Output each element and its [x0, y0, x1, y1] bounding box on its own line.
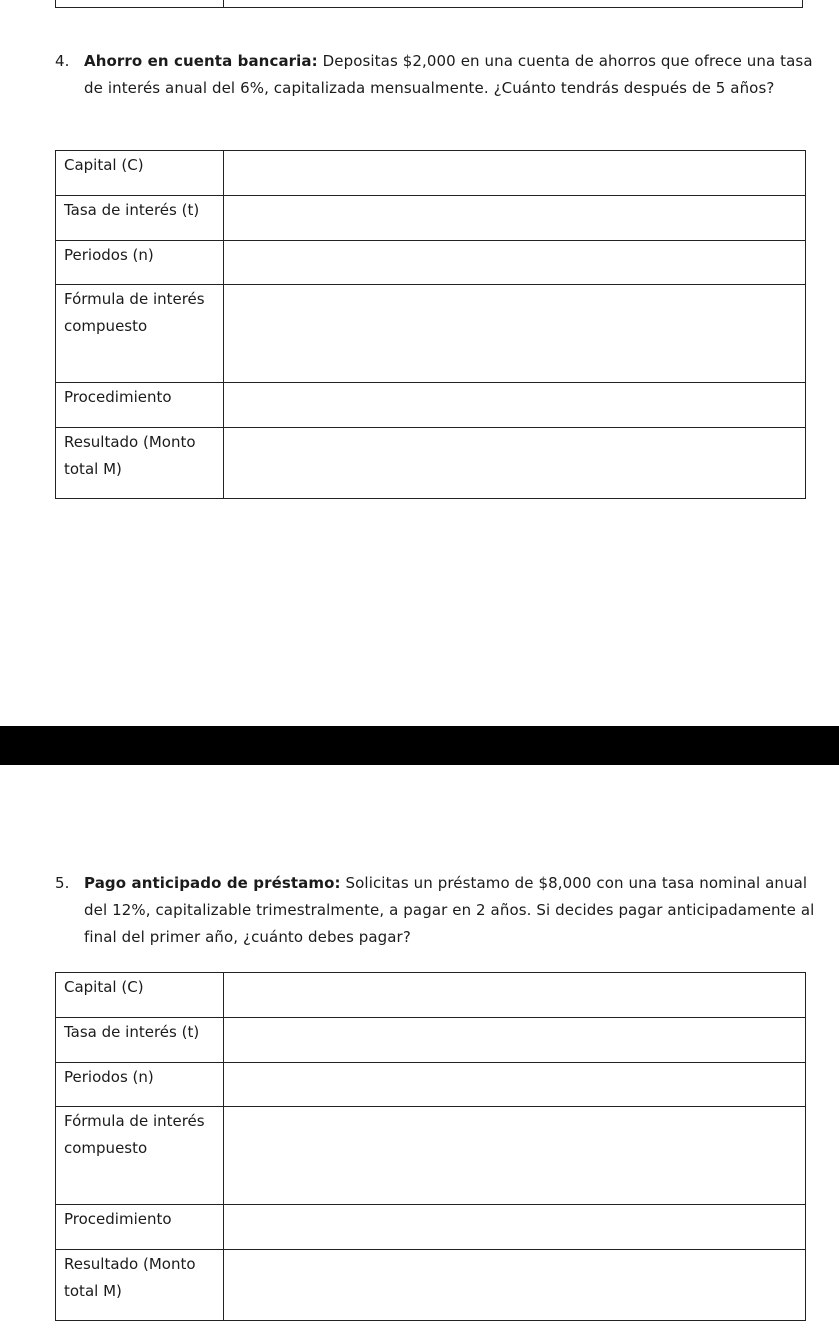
row-label-periodos: Periodos (n) — [56, 241, 224, 285]
answer-cell-capital[interactable] — [224, 151, 806, 196]
row-label-resultado: Resultado (Monto total M) — [56, 1250, 224, 1321]
problem-5-number: 5. — [55, 874, 70, 892]
answer-cell-formula[interactable] — [224, 285, 806, 383]
problem-4-text — [84, 48, 815, 102]
table-row — [56, 383, 806, 428]
table-row — [56, 1018, 806, 1063]
previous-table-edge — [55, 0, 803, 8]
row-label-procedimiento: Procedimiento — [56, 383, 224, 428]
row-label-tasa: Tasa de interés (t) — [56, 196, 224, 241]
table-row — [56, 973, 806, 1018]
problem-4-body: Depositas $2,000 en una cuenta de ahorros que ofrece una tasa de interés anual del 6%, capitalizada mensualmente. ¿Cuánto tendrás después de 5 años? — [84, 52, 813, 97]
problem-5-body: Solicitas un préstamo de $8,000 con una tasa nominal anual del 12%, capitalizable trimestralmente, a pagar en 2 años. Si decides pagar anticipadamente al final del primer año, ¿cuánto debes pagar? — [84, 874, 815, 946]
problem-5-text — [84, 870, 815, 951]
row-label-formula: Fórmula de interés compuesto — [56, 285, 224, 383]
table-row — [56, 196, 806, 241]
problem-5-table — [55, 972, 806, 1321]
table-row — [56, 285, 806, 383]
table-row — [56, 1063, 806, 1107]
table-row — [56, 1205, 806, 1250]
answer-cell-procedimiento[interactable] — [224, 383, 806, 428]
row-label-resultado: Resultado (Monto total M) — [56, 428, 224, 499]
answer-cell-resultado[interactable] — [224, 1250, 806, 1321]
table-row — [56, 151, 806, 196]
problem-4-statement — [55, 48, 815, 102]
table-row — [56, 241, 806, 285]
answer-cell-periodos[interactable] — [224, 241, 806, 285]
table-row — [56, 1107, 806, 1205]
row-label-capital: Capital (C) — [56, 151, 224, 196]
problem-4-title: Ahorro en cuenta bancaria: — [84, 52, 318, 70]
table-row — [56, 428, 806, 499]
row-label-capital: Capital (C) — [56, 973, 224, 1018]
problem-5-statement — [55, 870, 815, 951]
answer-cell-tasa[interactable] — [224, 196, 806, 241]
problem-4-number: 4. — [55, 52, 70, 70]
problem-4-table — [55, 150, 806, 499]
table-row — [56, 1250, 806, 1321]
row-label-procedimiento: Procedimiento — [56, 1205, 224, 1250]
problem-5-title: Pago anticipado de préstamo: — [84, 874, 341, 892]
answer-cell-periodos[interactable] — [224, 1063, 806, 1107]
row-label-tasa: Tasa de interés (t) — [56, 1018, 224, 1063]
row-label-periodos: Periodos (n) — [56, 1063, 224, 1107]
row-label-formula: Fórmula de interés compuesto — [56, 1107, 224, 1205]
answer-cell-resultado[interactable] — [224, 428, 806, 499]
answer-cell-tasa[interactable] — [224, 1018, 806, 1063]
previous-table-divider — [223, 0, 224, 7]
answer-cell-procedimiento[interactable] — [224, 1205, 806, 1250]
page-break-band — [0, 726, 839, 765]
answer-cell-capital[interactable] — [224, 973, 806, 1018]
answer-cell-formula[interactable] — [224, 1107, 806, 1205]
